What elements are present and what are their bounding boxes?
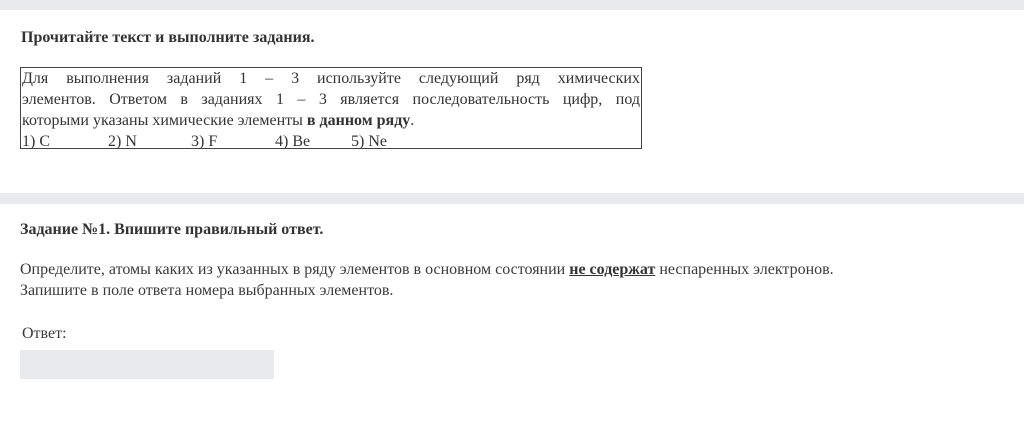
task-1-section	[0, 204, 1024, 432]
question-suffix: неспаренных электронов.	[655, 261, 834, 278]
info-line-3-suffix: .	[410, 112, 415, 129]
answer-label: Ответ:	[22, 325, 67, 342]
question-emphasis: не содержат	[569, 261, 656, 278]
intro-section	[0, 10, 1024, 193]
task-1-heading: Задание №1. Впишите правильный ответ.	[20, 221, 324, 238]
question-prefix: Определите, атомы каких из указанных в ряду элементов в основном состоянии	[20, 261, 570, 278]
section-separator-bar	[0, 193, 1024, 204]
element-item: 1) C	[22, 133, 50, 150]
task-1-question-line-2: Запишите в поле ответа номера выбранных элементов.	[20, 282, 394, 299]
info-line-3-bold: в данном ряду	[306, 112, 411, 129]
top-separator-bar	[0, 0, 1024, 10]
element-item: 4) Be	[275, 133, 311, 150]
info-line-1: Для выполнения заданий 1 – 3 используйте следующий ряд химических	[22, 70, 640, 87]
elements-row	[22, 131, 640, 152]
element-item: 3) F	[191, 133, 218, 150]
intro-heading: Прочитайте текст и выполните задания.	[21, 29, 315, 46]
task-1-question	[20, 259, 1000, 301]
info-line-3-prefix: которыми указаны химические элементы	[22, 112, 307, 129]
info-line-3	[22, 110, 640, 131]
answer-input[interactable]	[20, 350, 274, 379]
element-item: 5) Ne	[351, 133, 387, 150]
info-box	[20, 67, 642, 149]
element-item: 2) N	[108, 133, 137, 150]
task-1-question-line-1	[20, 259, 1000, 280]
info-line-2: элементов. Ответом в заданиях 1 – 3 является последовательность цифр, под	[22, 91, 640, 108]
